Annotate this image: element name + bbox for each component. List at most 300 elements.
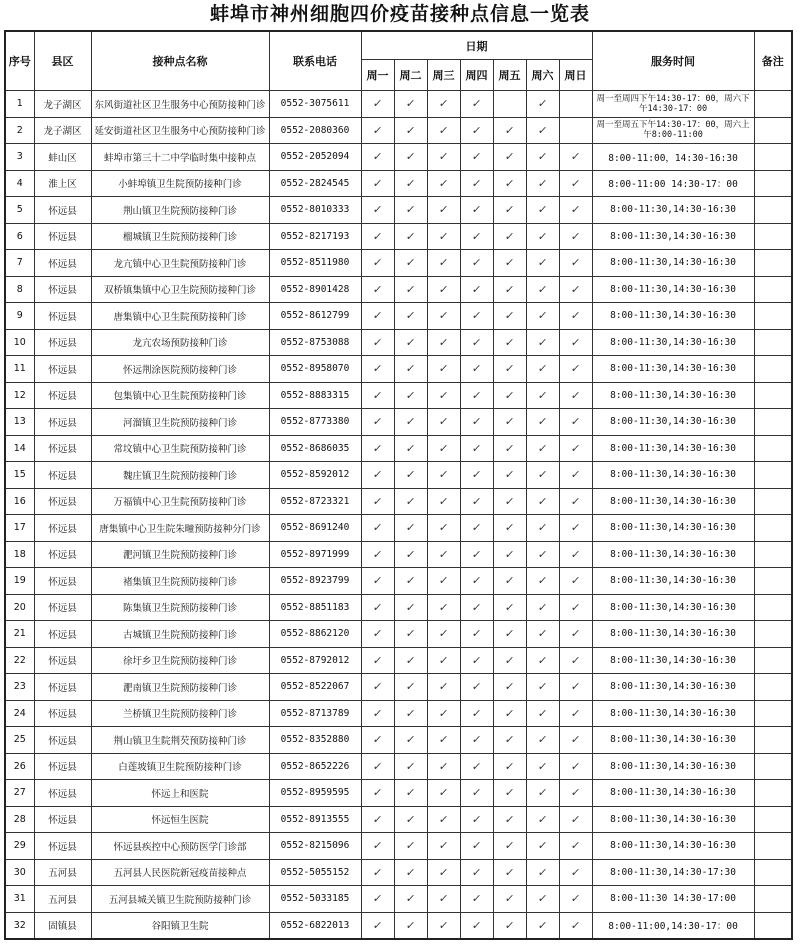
check-mark-icon: ✓ [536, 176, 549, 190]
row-index: 18 [5, 541, 34, 568]
row-day-sat [526, 197, 559, 224]
check-mark-icon: ✓ [404, 600, 417, 614]
row-phone: 0552-8592012 [269, 462, 361, 489]
row-day-tue [394, 700, 427, 727]
row-day-mon [361, 753, 394, 780]
check-mark-icon: ✓ [371, 918, 384, 932]
check-mark-icon: ✓ [437, 282, 450, 296]
check-mark-icon: ✓ [404, 97, 417, 111]
row-day-thu [460, 621, 493, 648]
row-day-thu [460, 753, 493, 780]
check-mark-icon: ✓ [437, 759, 450, 773]
row-day-fri [493, 806, 526, 833]
check-mark-icon: ✓ [569, 203, 582, 217]
check-mark-icon: ✓ [569, 335, 582, 349]
row-phone: 0552-5055152 [269, 859, 361, 886]
header-date-group: 日期 [361, 31, 592, 60]
row-district: 怀远县 [34, 700, 91, 727]
row-note [754, 647, 792, 674]
check-mark-icon: ✓ [371, 680, 384, 694]
row-day-sun [559, 197, 592, 224]
row-day-sat [526, 462, 559, 489]
row-district: 龙子湖区 [34, 117, 91, 144]
row-index: 10 [5, 329, 34, 356]
row-day-fri [493, 462, 526, 489]
row-district: 怀远县 [34, 462, 91, 489]
check-mark-icon: ✓ [371, 441, 384, 455]
row-district: 怀远县 [34, 727, 91, 754]
row-day-sat [526, 91, 559, 118]
check-mark-icon: ✓ [503, 203, 516, 217]
check-mark-icon: ✓ [371, 282, 384, 296]
check-mark-icon: ✓ [503, 362, 516, 376]
row-note [754, 541, 792, 568]
table-row [5, 435, 792, 462]
row-district: 怀远县 [34, 435, 91, 462]
table-row [5, 144, 792, 171]
row-district: 怀远县 [34, 753, 91, 780]
row-station-name: 淝南镇卫生院预防接种门诊 [91, 674, 269, 701]
row-district: 固镇县 [34, 912, 91, 939]
row-day-wed [427, 647, 460, 674]
row-day-fri [493, 621, 526, 648]
row-service-hours: 8:00-11:30,14:30-16:30 [592, 488, 754, 515]
table-row [5, 886, 792, 913]
check-mark-icon: ✓ [437, 918, 450, 932]
check-mark-icon: ✓ [470, 256, 483, 270]
table-row [5, 197, 792, 224]
page-title: 蚌埠市神州细胞四价疫苗接种点信息一览表 [209, 3, 590, 25]
check-mark-icon: ✓ [536, 256, 549, 270]
row-service-hours: 8:00-11:30,14:30-16:30 [592, 674, 754, 701]
row-day-fri [493, 144, 526, 171]
row-note [754, 462, 792, 489]
check-mark-icon: ✓ [569, 494, 582, 508]
check-mark-icon: ✓ [503, 150, 516, 164]
check-mark-icon: ✓ [371, 574, 384, 588]
vaccination-sites-table [4, 30, 793, 940]
row-district: 怀远县 [34, 382, 91, 409]
row-district: 怀远县 [34, 833, 91, 860]
check-mark-icon: ✓ [371, 839, 384, 853]
header-station: 接种点名称 [91, 31, 269, 91]
row-day-fri [493, 886, 526, 913]
row-index: 21 [5, 621, 34, 648]
check-mark-icon: ✓ [503, 839, 516, 853]
check-mark-icon: ✓ [437, 256, 450, 270]
check-mark-icon: ✓ [536, 706, 549, 720]
row-day-tue [394, 435, 427, 462]
check-mark-icon: ✓ [569, 600, 582, 614]
row-index: 19 [5, 568, 34, 595]
row-day-thu [460, 223, 493, 250]
check-mark-icon: ✓ [569, 362, 582, 376]
check-mark-icon: ✓ [569, 468, 582, 482]
row-day-thu [460, 329, 493, 356]
table-row [5, 833, 792, 860]
row-service-hours: 8:00-11:30,14:30-16:30 [592, 435, 754, 462]
row-day-thu [460, 144, 493, 171]
row-day-sun [559, 409, 592, 436]
row-day-mon [361, 170, 394, 197]
row-district: 五河县 [34, 886, 91, 913]
row-day-mon [361, 250, 394, 277]
check-mark-icon: ✓ [437, 335, 450, 349]
row-service-hours: 8:00-11:30 14:30-17:00 [592, 886, 754, 913]
row-service-hours: 8:00-11:30,14:30-16:30 [592, 541, 754, 568]
check-mark-icon: ✓ [404, 123, 417, 137]
check-mark-icon: ✓ [569, 680, 582, 694]
row-service-hours: 8:00-11:30,14:30-16:30 [592, 806, 754, 833]
row-day-tue [394, 515, 427, 542]
row-day-wed [427, 886, 460, 913]
check-mark-icon: ✓ [470, 627, 483, 641]
check-mark-icon: ✓ [437, 547, 450, 561]
row-day-wed [427, 409, 460, 436]
header-day-mon: 周一 [361, 60, 394, 91]
check-mark-icon: ✓ [404, 309, 417, 323]
row-day-thu [460, 435, 493, 462]
table-row [5, 170, 792, 197]
row-service-hours: 8:00-11:30,14:30-16:30 [592, 356, 754, 383]
row-day-wed [427, 541, 460, 568]
row-index: 4 [5, 170, 34, 197]
row-day-wed [427, 806, 460, 833]
row-district: 怀远县 [34, 250, 91, 277]
row-district: 怀远县 [34, 488, 91, 515]
row-phone: 0552-2824545 [269, 170, 361, 197]
row-day-sun [559, 568, 592, 595]
row-day-tue [394, 356, 427, 383]
check-mark-icon: ✓ [503, 229, 516, 243]
row-day-mon [361, 488, 394, 515]
row-station-name: 东风街道社区卫生服务中心预防接种门诊 [91, 91, 269, 118]
check-mark-icon: ✓ [404, 388, 417, 402]
row-day-tue [394, 117, 427, 144]
check-mark-icon: ✓ [470, 494, 483, 508]
table-row [5, 541, 792, 568]
row-day-mon [361, 382, 394, 409]
table-row [5, 806, 792, 833]
row-day-sat [526, 780, 559, 807]
check-mark-icon: ✓ [470, 335, 483, 349]
row-phone: 0552-8723321 [269, 488, 361, 515]
row-phone: 0552-6822013 [269, 912, 361, 939]
check-mark-icon: ✓ [437, 892, 450, 906]
row-district: 怀远县 [34, 409, 91, 436]
row-note [754, 382, 792, 409]
check-mark-icon: ✓ [569, 441, 582, 455]
check-mark-icon: ✓ [404, 574, 417, 588]
row-day-mon [361, 462, 394, 489]
row-day-sat [526, 223, 559, 250]
check-mark-icon: ✓ [404, 521, 417, 535]
row-service-hours: 8:00-11:30,14:30-16:30 [592, 462, 754, 489]
check-mark-icon: ✓ [470, 918, 483, 932]
row-day-mon [361, 674, 394, 701]
row-day-sun [559, 303, 592, 330]
table-row [5, 276, 792, 303]
row-day-sun [559, 753, 592, 780]
check-mark-icon: ✓ [536, 600, 549, 614]
row-day-tue [394, 621, 427, 648]
row-phone: 0552-2052094 [269, 144, 361, 171]
row-day-sat [526, 117, 559, 144]
row-day-fri [493, 197, 526, 224]
check-mark-icon: ✓ [503, 256, 516, 270]
row-index: 23 [5, 674, 34, 701]
check-mark-icon: ✓ [470, 282, 483, 296]
check-mark-icon: ✓ [569, 812, 582, 826]
row-day-wed [427, 382, 460, 409]
row-station-name: 唐集镇中心卫生院朱疃预防接种分门诊 [91, 515, 269, 542]
row-note [754, 621, 792, 648]
row-note [754, 568, 792, 595]
row-note [754, 435, 792, 462]
check-mark-icon: ✓ [569, 282, 582, 296]
row-day-tue [394, 674, 427, 701]
row-day-sat [526, 621, 559, 648]
check-mark-icon: ✓ [371, 97, 384, 111]
row-service-hours: 8:00-11:30,14:30-16:30 [592, 382, 754, 409]
row-day-sat [526, 170, 559, 197]
header-day-sun: 周日 [559, 60, 592, 91]
row-phone: 0552-8913555 [269, 806, 361, 833]
row-day-mon [361, 223, 394, 250]
check-mark-icon: ✓ [569, 892, 582, 906]
row-note [754, 674, 792, 701]
row-district: 怀远县 [34, 647, 91, 674]
row-day-mon [361, 886, 394, 913]
row-station-name: 兰桥镇卫生院预防接种门诊 [91, 700, 269, 727]
row-day-sat [526, 435, 559, 462]
row-day-sun [559, 700, 592, 727]
row-day-tue [394, 833, 427, 860]
check-mark-icon: ✓ [536, 627, 549, 641]
row-phone: 0552-8753088 [269, 329, 361, 356]
table-row [5, 727, 792, 754]
row-note [754, 329, 792, 356]
row-station-name: 古城镇卫生院预防接种门诊 [91, 621, 269, 648]
check-mark-icon: ✓ [437, 97, 450, 111]
check-mark-icon: ✓ [371, 256, 384, 270]
row-day-wed [427, 329, 460, 356]
row-day-tue [394, 488, 427, 515]
check-mark-icon: ✓ [371, 733, 384, 747]
row-station-name: 褚集镇卫生院预防接种门诊 [91, 568, 269, 595]
check-mark-icon: ✓ [503, 468, 516, 482]
row-index: 31 [5, 886, 34, 913]
check-mark-icon: ✓ [437, 176, 450, 190]
row-day-sun [559, 170, 592, 197]
check-mark-icon: ✓ [470, 441, 483, 455]
row-station-name: 五河县城关镇卫生院预防接种门诊 [91, 886, 269, 913]
row-phone: 0552-8511980 [269, 250, 361, 277]
check-mark-icon: ✓ [503, 441, 516, 455]
row-index: 13 [5, 409, 34, 436]
row-index: 12 [5, 382, 34, 409]
check-mark-icon: ✓ [503, 653, 516, 667]
row-day-wed [427, 700, 460, 727]
check-mark-icon: ✓ [536, 812, 549, 826]
check-mark-icon: ✓ [437, 574, 450, 588]
row-note [754, 250, 792, 277]
header-note: 备注 [754, 31, 792, 91]
row-note [754, 276, 792, 303]
row-service-hours: 8:00-11:00,14:30-17：00 [592, 912, 754, 939]
check-mark-icon: ✓ [437, 733, 450, 747]
check-mark-icon: ✓ [470, 521, 483, 535]
row-day-thu [460, 727, 493, 754]
row-day-wed [427, 170, 460, 197]
row-day-sun [559, 329, 592, 356]
row-day-fri [493, 117, 526, 144]
check-mark-icon: ✓ [437, 680, 450, 694]
row-phone: 0552-8773380 [269, 409, 361, 436]
check-mark-icon: ✓ [536, 388, 549, 402]
check-mark-icon: ✓ [404, 733, 417, 747]
row-day-wed [427, 223, 460, 250]
row-day-thu [460, 91, 493, 118]
row-day-wed [427, 568, 460, 595]
row-station-name: 常坟镇中心卫生院预防接种门诊 [91, 435, 269, 462]
row-phone: 0552-3075611 [269, 91, 361, 118]
row-phone: 0552-8522067 [269, 674, 361, 701]
row-day-mon [361, 621, 394, 648]
check-mark-icon: ✓ [569, 627, 582, 641]
check-mark-icon: ✓ [437, 309, 450, 323]
check-mark-icon: ✓ [503, 282, 516, 296]
check-mark-icon: ✓ [503, 680, 516, 694]
check-mark-icon: ✓ [470, 733, 483, 747]
check-mark-icon: ✓ [371, 335, 384, 349]
check-mark-icon: ✓ [536, 415, 549, 429]
row-day-sat [526, 541, 559, 568]
table-row [5, 859, 792, 886]
row-day-sat [526, 833, 559, 860]
check-mark-icon: ✓ [437, 362, 450, 376]
row-index: 15 [5, 462, 34, 489]
row-note [754, 117, 792, 144]
check-mark-icon: ✓ [371, 176, 384, 190]
row-service-hours: 周一至周四下午14:30-17：00，周六下午14:30-17：00 [592, 91, 754, 118]
row-index: 22 [5, 647, 34, 674]
check-mark-icon: ✓ [503, 521, 516, 535]
header-day-tue: 周二 [394, 60, 427, 91]
header-service-hours: 服务时间 [592, 31, 754, 91]
row-day-tue [394, 753, 427, 780]
row-day-tue [394, 223, 427, 250]
row-district: 怀远县 [34, 541, 91, 568]
row-index: 30 [5, 859, 34, 886]
check-mark-icon: ✓ [536, 653, 549, 667]
row-station-name: 五河县人民医院新冠疫苗接种点 [91, 859, 269, 886]
check-mark-icon: ✓ [536, 494, 549, 508]
row-index: 28 [5, 806, 34, 833]
row-service-hours: 8:00-11:30,14:30-16:30 [592, 329, 754, 356]
row-day-mon [361, 568, 394, 595]
row-day-fri [493, 91, 526, 118]
check-mark-icon: ✓ [470, 388, 483, 402]
row-service-hours: 8:00-11:30,14:30-16:30 [592, 833, 754, 860]
header-day-thu: 周四 [460, 60, 493, 91]
check-mark-icon: ✓ [371, 521, 384, 535]
row-day-fri [493, 170, 526, 197]
check-mark-icon: ✓ [569, 706, 582, 720]
check-mark-icon: ✓ [404, 680, 417, 694]
header-row-primary [5, 31, 792, 60]
row-day-tue [394, 541, 427, 568]
row-service-hours: 8:00-11:30,14:30-16:30 [592, 647, 754, 674]
row-phone: 0552-8713789 [269, 700, 361, 727]
row-note [754, 223, 792, 250]
row-station-name: 怀远县疾控中心预防医学门诊部 [91, 833, 269, 860]
row-day-sat [526, 568, 559, 595]
row-note [754, 727, 792, 754]
row-day-sun [559, 912, 592, 939]
row-day-mon [361, 303, 394, 330]
row-index: 27 [5, 780, 34, 807]
row-note [754, 303, 792, 330]
check-mark-icon: ✓ [536, 839, 549, 853]
row-phone: 0552-5033185 [269, 886, 361, 913]
row-service-hours: 8:00-11:00，14:30-16:30 [592, 144, 754, 171]
row-note [754, 806, 792, 833]
row-day-tue [394, 329, 427, 356]
row-district: 怀远县 [34, 197, 91, 224]
row-phone: 0552-8862120 [269, 621, 361, 648]
row-index: 2 [5, 117, 34, 144]
check-mark-icon: ✓ [371, 759, 384, 773]
check-mark-icon: ✓ [503, 494, 516, 508]
table-row [5, 594, 792, 621]
row-day-tue [394, 250, 427, 277]
row-phone: 0552-2080360 [269, 117, 361, 144]
row-phone: 0552-8958070 [269, 356, 361, 383]
check-mark-icon: ✓ [503, 123, 516, 137]
row-day-tue [394, 727, 427, 754]
row-district: 怀远县 [34, 806, 91, 833]
row-day-sat [526, 753, 559, 780]
check-mark-icon: ✓ [371, 653, 384, 667]
row-station-name: 怀远上和医院 [91, 780, 269, 807]
check-mark-icon: ✓ [536, 865, 549, 879]
check-mark-icon: ✓ [437, 229, 450, 243]
row-day-sun [559, 515, 592, 542]
row-day-fri [493, 409, 526, 436]
table-row [5, 382, 792, 409]
check-mark-icon: ✓ [437, 441, 450, 455]
check-mark-icon: ✓ [536, 547, 549, 561]
row-day-fri [493, 568, 526, 595]
check-mark-icon: ✓ [404, 759, 417, 773]
row-day-sat [526, 144, 559, 171]
row-station-name: 陈集镇卫生院预防接种门诊 [91, 594, 269, 621]
row-day-thu [460, 568, 493, 595]
check-mark-icon: ✓ [536, 150, 549, 164]
check-mark-icon: ✓ [470, 203, 483, 217]
row-day-thu [460, 356, 493, 383]
row-service-hours: 8:00-11:30,14:30-16:30 [592, 223, 754, 250]
row-day-fri [493, 276, 526, 303]
row-day-tue [394, 382, 427, 409]
check-mark-icon: ✓ [503, 786, 516, 800]
check-mark-icon: ✓ [536, 229, 549, 243]
row-station-name: 万福镇中心卫生院预防接种门诊 [91, 488, 269, 515]
check-mark-icon: ✓ [371, 203, 384, 217]
row-service-hours: 8:00-11:30,14:30-16:30 [592, 594, 754, 621]
check-mark-icon: ✓ [404, 812, 417, 826]
